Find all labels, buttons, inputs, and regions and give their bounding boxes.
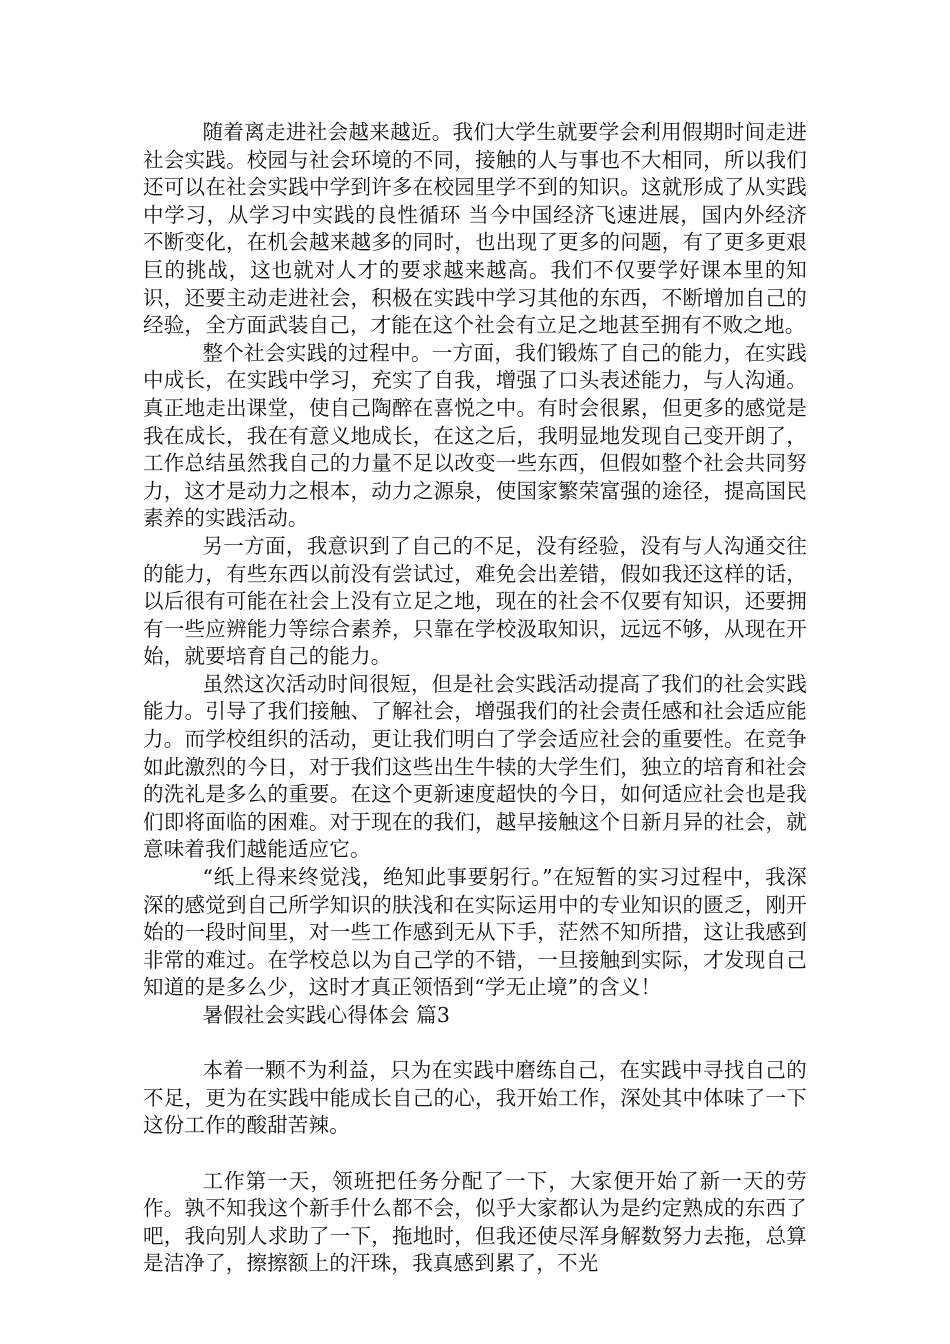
paragraph: 本着一颗不为利益，只为在实践中磨练自己，在实践中寻找自己的不足，更为在实践中能成长自己的心，我开始工作，深处其中体味了一下这份工作的酸甜苦辣。 [143, 1058, 807, 1138]
paragraph: 工作第一天，领班把任务分配了一下，大家便开始了新一天的劳作。孰不知我这个新手什么都不会，似乎大家都认为是约定熟成的东西了吧，我向别人求助了一下，拖地时，但我还使尽浑身解数努力去拖，总算是洁净了，擦擦额上的汗珠，我真感到累了，不光 [143, 1168, 807, 1276]
paragraph: 随着离走进社会越来越近。我们大学生就要学会利用假期时间走进社会实践。校园与社会环境的不同，接触的人与事也不大相同，所以我们还可以在社会实践中学到许多在校园里学不到的知识。这就形成了从实践中学习，从学习中实践的良性循环 当今中国经济飞速进展，国内外经济不断变化，在机会越来越多的同时，也出现了更多的问题，有了更多更艰巨的挑战，这也就对人才的要求越来越高。我们不仅要学好课本里的知识，还要主动走进社会，积极在实践中学习其他的东西，不断增加自己的经验，全方面武装自己，才能在这个社会有立足之地甚至拥有不败之地。 [143, 120, 807, 338]
section-heading: 暑假社会实践心得体会 篇3 [202, 1003, 451, 1027]
paragraph: 虽然这次活动时间很短，但是社会实践活动提高了我们的社会实践能力。引导了我们接触、了解社会，增强我们的社会责任感和社会适应能力。而学校组织的活动，更让我们明白了学会适应社会的重要性。在竞争如此激烈的今日，对于我们这些出生牛犊的大学生们，独立的培育和社会的洗礼是多么的重要。在这个更新速度超快的今日，如何适应社会也是我们即将面临的困难。对于现在的我们，越早接触这个日新月异的社会，就意味着我们越能适应它。 [143, 671, 807, 862]
paragraph: “纸上得来终觉浅，绝知此事要躬行。”在短暂的实习过程中，我深深的感觉到自己所学知识的肤浅和在实际运用中的专业知识的匮乏，刚开始的一段时间里，对一些工作感到无从下手，茫然不知所措，这让我感到非常的难过。在学校总以为自己学的不错，一旦接触到实际，才发现自己知道的是多么少，这时才真正领悟到“学无止境”的含义！ [143, 865, 807, 1000]
paragraph: 整个社会实践的过程中。一方面，我们锻炼了自己的能力，在实践中成长，在实践中学习，充实了自我，增强了口头表述能力，与人沟通。真正地走出课堂，使自己陶醉在喜悦之中。有时会很累，但更多的感觉是我在成长，我在有意义地成长，在这之后，我明显地发现自己变开朗了，工作总结虽然我自己的力量不足以改变一些东西，但假如整个社会共同努力，这才是动力之根本，动力之源泉，使国家繁荣富强的途径，提高国民素养的实践活动。 [143, 340, 807, 531]
document-body [143, 119, 807, 1278]
paragraph: 另一方面，我意识到了自己的不足，没有经验，没有与人沟通交往的能力，有些东西以前没有尝试过，难免会出差错，假如我还这样的话，以后很有可能在社会上没有立足之地，现在的社会不仅要有知识，还要拥有一些应辨能力等综合素养，只靠在学校汲取知识，远远不够，从现在开始，就要培育自己的能力。 [143, 533, 807, 669]
